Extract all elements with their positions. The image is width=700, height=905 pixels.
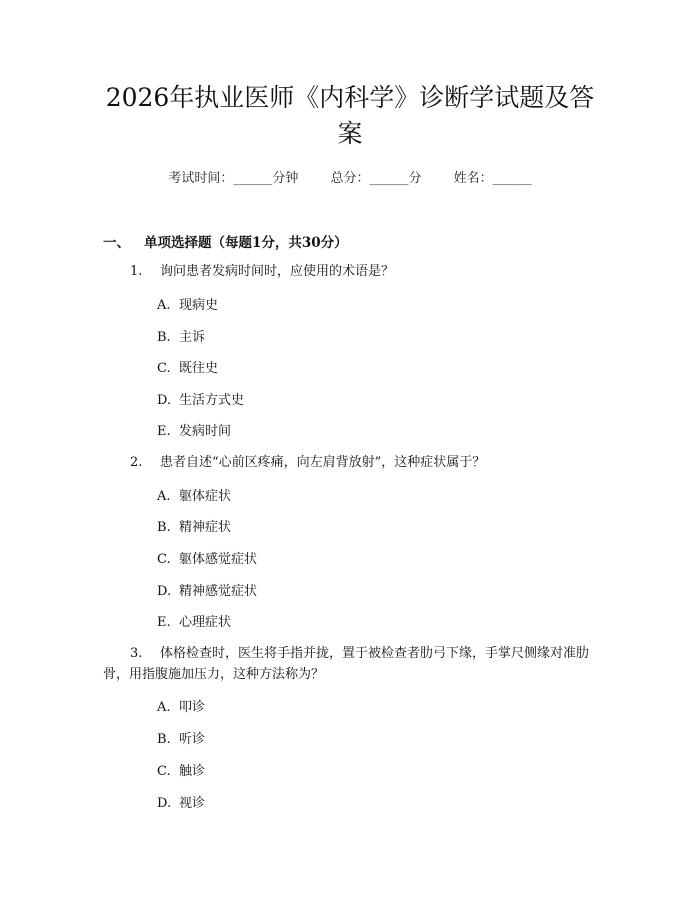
option-text: 生活方式史 <box>179 393 245 408</box>
question-number: 2. <box>130 455 143 470</box>
option-3b <box>157 728 205 747</box>
option-text: 躯体感觉症状 <box>179 552 258 567</box>
option-letter: B. <box>157 520 171 535</box>
option-3c <box>157 760 205 779</box>
title-line-2: 案 <box>337 119 363 148</box>
option-text: 视诊 <box>179 796 206 811</box>
option-2e <box>157 611 231 630</box>
total-score: 总分：______分 <box>330 171 422 186</box>
option-text: 叩诊 <box>179 700 206 715</box>
option-1a <box>157 294 218 313</box>
option-letter: C. <box>157 764 171 779</box>
option-1c <box>157 357 218 376</box>
option-2d <box>157 580 257 599</box>
question-text: 体格检查时，医生将手指并拢，置于被检查者肋弓下缘，手掌尺侧缘对准肋骨，用指腹施加压力，这种方法称为？ <box>103 646 590 682</box>
option-letter: D. <box>157 796 172 811</box>
option-1d <box>157 389 244 408</box>
question-2 <box>130 452 600 473</box>
option-text: 心理症状 <box>179 615 232 630</box>
section-number: 一、 <box>103 235 130 251</box>
option-text: 主诉 <box>179 330 206 345</box>
option-letter: B. <box>157 330 171 345</box>
option-letter: D. <box>157 584 172 599</box>
option-text: 精神感觉症状 <box>179 584 258 599</box>
option-2c <box>157 548 257 567</box>
option-letter: E. <box>157 424 171 439</box>
option-letter: E. <box>157 615 171 630</box>
question-number: 1. <box>130 264 143 279</box>
option-letter: C. <box>157 552 171 567</box>
question-text: 询问患者发病时间时，应使用的术语是？ <box>160 264 395 279</box>
question-number: 3. <box>130 646 143 661</box>
option-text: 听诊 <box>179 732 206 747</box>
title-line-1: 2026年执业医师《内科学》诊断学试题及答 <box>105 83 595 112</box>
option-3d <box>157 792 205 811</box>
option-text: 发病时间 <box>179 424 232 439</box>
option-2a <box>157 485 231 504</box>
option-text: 触诊 <box>179 764 206 779</box>
section-title: 单项选择题（每题1分，共30分） <box>144 235 348 251</box>
exam-time: 考试时间：______分钟 <box>168 171 299 186</box>
question-text: 患者自述“心前区疼痛，向左肩背放射”，这种症状属于？ <box>160 455 486 470</box>
exam-meta <box>0 167 700 186</box>
option-letter: D. <box>157 393 172 408</box>
option-1b <box>157 326 205 345</box>
option-letter: B. <box>157 732 171 747</box>
option-3a <box>157 696 205 715</box>
question-1 <box>130 261 600 282</box>
option-letter: A. <box>157 489 171 504</box>
option-text: 既往史 <box>179 361 219 376</box>
student-name: 姓名：______ <box>453 171 532 186</box>
option-text: 躯体症状 <box>179 489 232 504</box>
option-letter: A. <box>157 700 171 715</box>
question-3 <box>103 643 603 685</box>
option-text: 现病史 <box>179 298 219 313</box>
document-title <box>70 80 630 152</box>
section-heading <box>103 231 348 251</box>
option-letter: C. <box>157 361 171 376</box>
option-text: 精神症状 <box>179 520 232 535</box>
option-letter: A. <box>157 298 171 313</box>
option-1e <box>157 420 231 439</box>
option-2b <box>157 516 231 535</box>
